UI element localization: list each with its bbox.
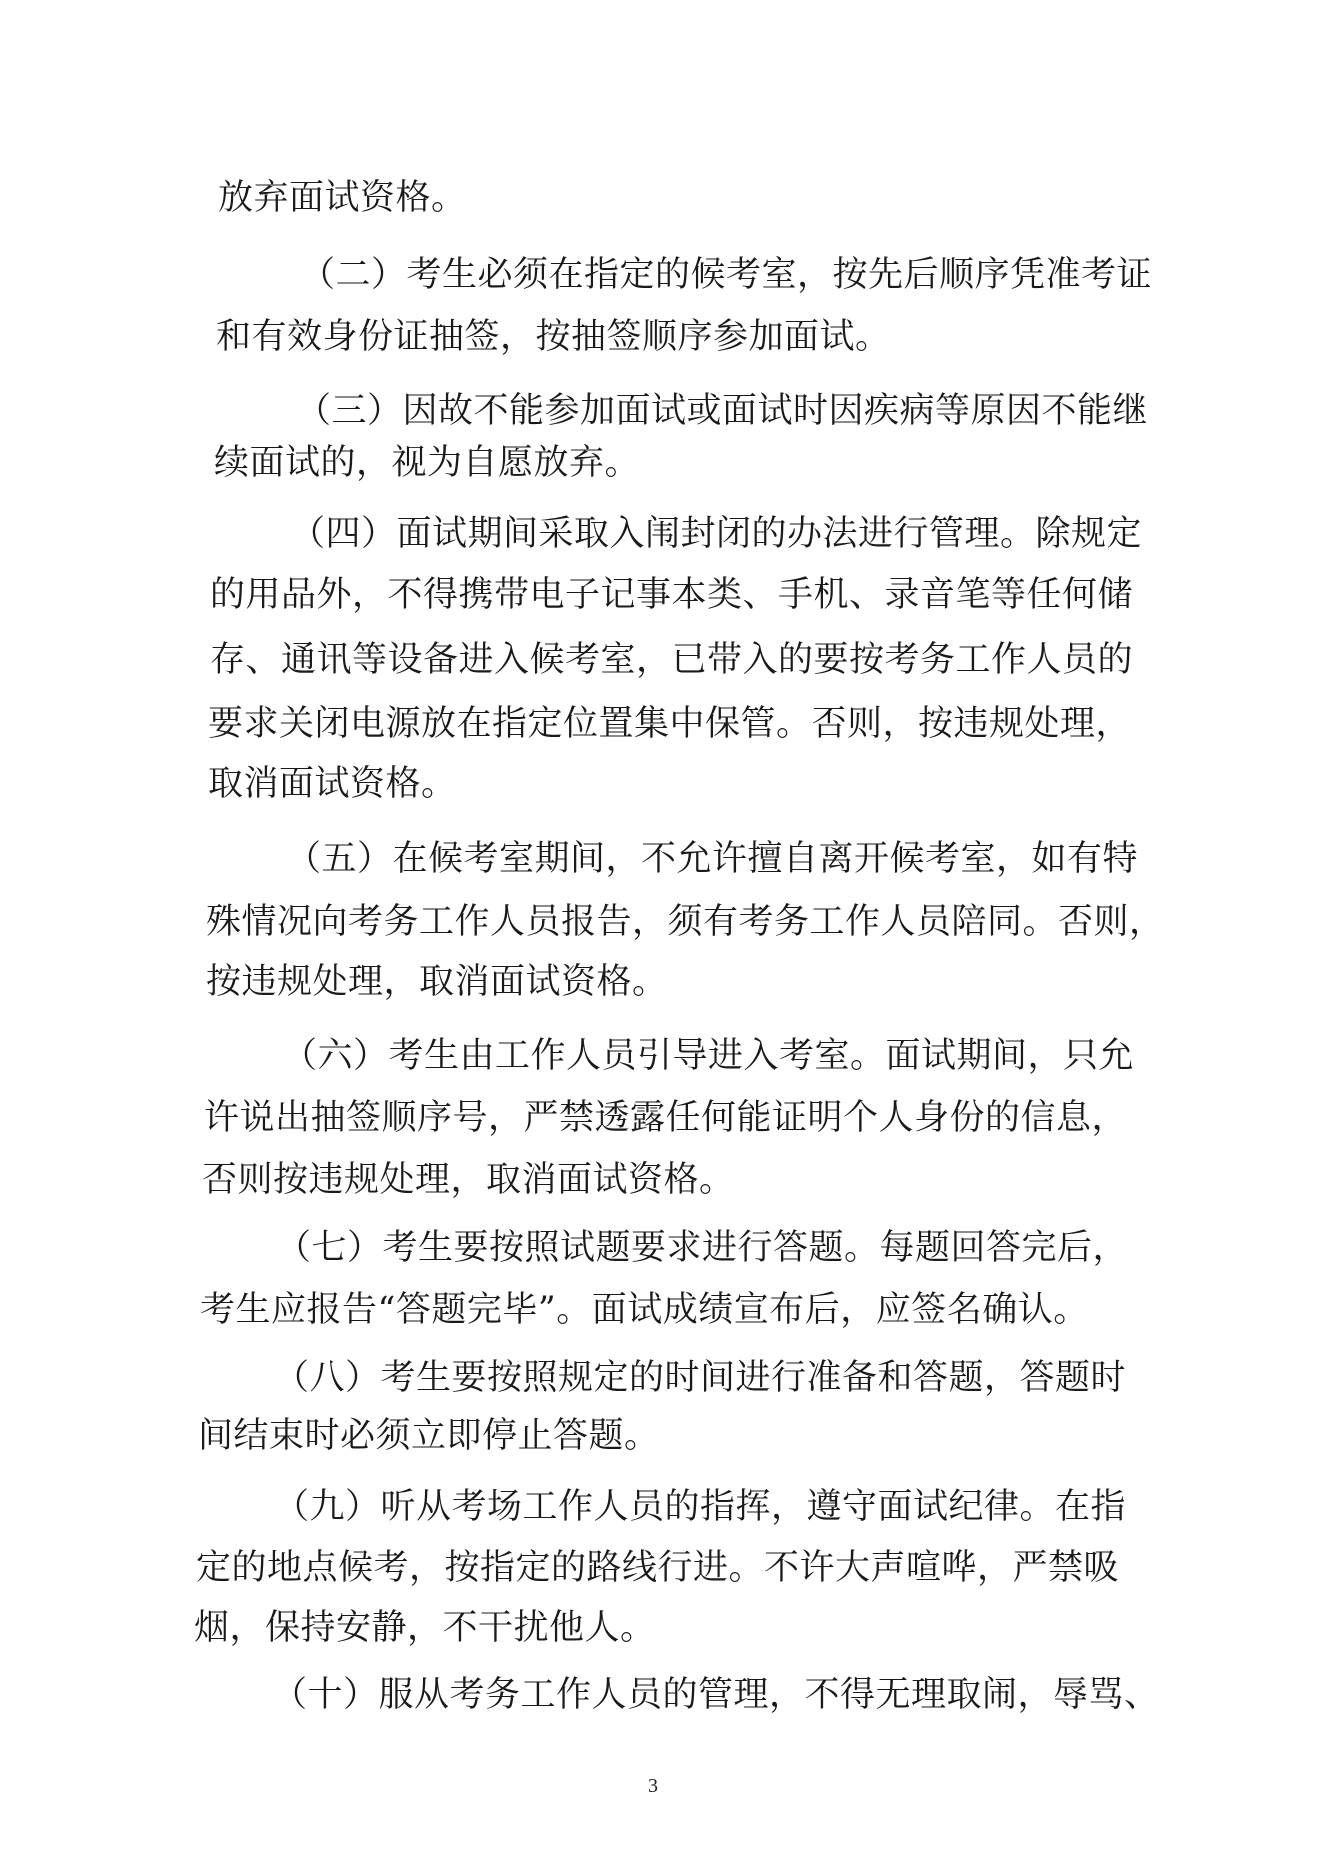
page-number: 3 xyxy=(648,1775,658,1797)
text-line: （五）在候考室期间，不允许擅自离开候考室，如有特 xyxy=(286,839,1139,879)
text-line: 取消面试资格。 xyxy=(208,764,457,804)
text-line: （八）考生要按照规定的时间进行准备和答题，答题时 xyxy=(274,1358,1127,1398)
text-line: 殊情况向考务工作人员报告，须有考务工作人员陪同。否则， xyxy=(206,902,1165,942)
text-line: 续面试的，视为自愿放弃。 xyxy=(214,443,641,483)
text-line: （四）面试期间采取入闱封闭的办法进行管理。除规定 xyxy=(290,514,1143,554)
text-line: 按违规处理，取消面试资格。 xyxy=(206,962,668,1002)
text-line: 许说出抽签顺序号，严禁透露任何能证明个人身份的信息， xyxy=(204,1098,1128,1138)
text-line: 否则按违规处理，取消面试资格。 xyxy=(202,1160,735,1200)
text-line: 烟，保持安静，不干扰他人。 xyxy=(194,1608,656,1648)
text-line: （六）考生由工作人员引导进入考室。面试期间，只允 xyxy=(282,1036,1135,1076)
text-line: 存、通讯等设备进入候考室，已带入的要按考务工作人员的 xyxy=(210,640,1134,680)
text-line: （二）考生必须在指定的候考室，按先后顺序凭准考证 xyxy=(300,255,1153,295)
text-line: （十）服从考务工作人员的管理，不得无理取闹，辱骂、 xyxy=(272,1675,1160,1715)
text-line: 放弃面试资格。 xyxy=(218,178,467,218)
text-line: 定的地点候考，按指定的路线行进。不许大声喧哗，严禁吸 xyxy=(196,1548,1120,1588)
text-line: 要求关闭电源放在指定位置集中保管。否则，按违规处理， xyxy=(208,704,1132,744)
text-line: 的用品外，不得携带电子记事本类、手机、录音笔等任何储 xyxy=(210,575,1134,615)
text-line: （七）考生要按照试题要求进行答题。每题回答完后， xyxy=(276,1228,1129,1268)
text-line: （九）听从考场工作人员的指挥，遵守面试纪律。在指 xyxy=(274,1487,1127,1527)
text-line: 间结束时必须立即停止答题。 xyxy=(198,1416,660,1456)
text-line: 考生应报告“答题完毕”。面试成绩宣布后，应签名确认。 xyxy=(200,1290,1089,1330)
text-line: 和有效身份证抽签，按抽签顺序参加面试。 xyxy=(216,317,891,357)
text-line: （三）因故不能参加面试或面试时因疾病等原因不能继 xyxy=(296,391,1149,431)
